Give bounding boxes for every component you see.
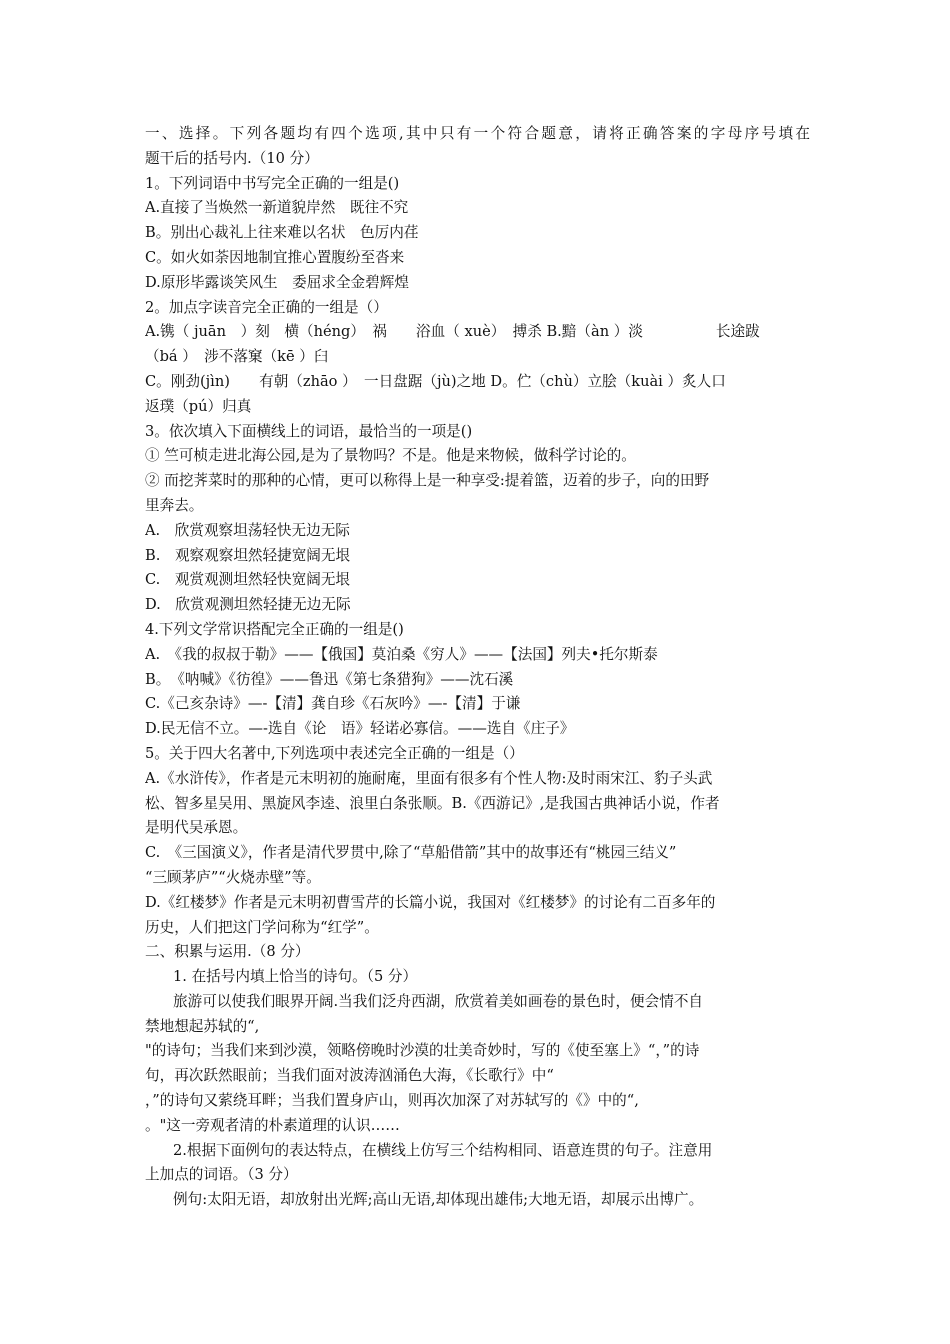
question-2-options-cd-cont: 返璞（pú）归真 xyxy=(145,397,252,415)
question-3-option-a: A. 欣赏观察坦荡轻快无边无际 xyxy=(145,521,350,539)
question-4-option-b: B。 《呐喊》《彷徨》——鲁迅《第七条猎狗》——沈石溪 xyxy=(145,670,514,688)
question-3-sentence-2: ② 而挖荠菜时的那种的心情，更可以称得上是一种享受:提着篮，迈着的步子，向的田野 xyxy=(145,472,710,490)
question-3-option-d: D. 欣赏观测坦然轻捷无边无际 xyxy=(145,596,351,614)
section-two-q2-stem-cont: 上加点的词语。（3 分） xyxy=(145,1166,298,1184)
question-2-options-ab-cont: （bá ） 涉不落窠（kē ）臼 xyxy=(145,348,329,366)
section-two-q1-passage-2: 禁地想起苏轼的“, xyxy=(145,1017,260,1035)
question-1-option-a: A.直接了当焕然一新道貌岸然 既往不究 xyxy=(145,199,409,217)
question-5-option-c-cont: “三顾茅庐”“火烧赤壁”等。 xyxy=(145,868,321,886)
section-one-heading: 一、选择。下列各题均有四个选项,其中只有一个符合题意，请将正确答案的字母序号填在 xyxy=(145,125,810,142)
question-3-stem: 3。依次填入下面横线上的词语，最恰当的一项是() xyxy=(145,422,473,440)
question-5-option-d-cont: 历史，人们把这门学问称为“红学”。 xyxy=(145,918,379,936)
question-3-option-b: B. 观察观察坦然轻捷宽阔无垠 xyxy=(145,546,351,564)
question-2-options-ab: A.镌（ juān ）刻 横（héng） 祸 浴血（ xuè） 搏杀 B.黯（àn ）淡 长途跋 xyxy=(145,323,760,341)
section-two-q1-passage-6: 。"这一旁观者清的朴素道理的认识…… xyxy=(145,1116,400,1134)
question-4-option-c: C.《己亥杂诗》—-【清】龚自珍《石灰吟》—-【清】于谦 xyxy=(145,695,521,713)
question-2-stem: 2。加点字读音完全正确的一组是（） xyxy=(145,298,388,316)
question-5-option-a-cont: 松、智多星吴用、黑旋风李逵、浪里白条张顺。B.《西游记》,是我国古典神话小说，作者 xyxy=(145,794,720,812)
section-two-heading: 二、积累与运用.（8 分） xyxy=(145,943,310,961)
question-3-sentence-2-cont: 里奔去。 xyxy=(145,496,204,514)
question-5-option-b-cont: 是明代吴承恩。 xyxy=(145,819,248,837)
question-2-options-cd: C。刚劲(jìn) 有朝（zhāo ） 一日盘踞（jù)之地 D。伫（chù）立脍（kuài ）炙人口 xyxy=(145,372,726,390)
question-1-stem: 1。下列词语中书写完全正确的一组是() xyxy=(145,174,400,192)
question-1-option-b: B。别出心裁礼上往来难以名状 色厉内荏 xyxy=(145,224,419,242)
question-5-option-a: A.《水浒传》，作者是元末明初的施耐庵，里面有很多有个性人物:及时雨宋江、豹子头武 xyxy=(145,769,713,787)
section-two-q1-passage-5: ，”的诗句又萦绕耳畔；当我们置身庐山，则再次加深了对苏轼写的《》中的“, xyxy=(145,1092,639,1110)
question-5-stem: 5。关于四大名著中,下列选项中表述完全正确的一组是（） xyxy=(145,744,524,762)
section-two-q1-stem: 1. 在括号内填上恰当的诗句。（5 分） xyxy=(173,968,418,986)
question-5-option-d: D.《红楼梦》作者是元末明初曹雪芹的长篇小说，我国对《红楼梦》的讨论有二百多年的 xyxy=(145,893,716,911)
question-5-option-c: C. 《三国演义》，作者是清代罗贯中,除了“草船借箭”其中的故事还有“桃园三结义” xyxy=(145,844,677,862)
section-two-q1-passage-3: "的诗句；当我们来到沙漠，领略傍晚时沙漠的壮美奇妙时，写的《使至塞上》“，”的诗 xyxy=(145,1042,700,1060)
section-one-heading-cont: 题干后的括号内.（10 分） xyxy=(145,149,319,167)
question-1-option-d: D.原形毕露谈笑风生 委屈求全金碧辉煌 xyxy=(145,273,409,291)
question-3-sentence-1: ① 竺可桢走进北海公园,是为了景物吗？不是。他是来物候，做科学讨论的。 xyxy=(145,447,636,465)
question-4-stem: 4.下列文学常识搭配完全正确的一组是() xyxy=(145,620,404,638)
section-two-q1-passage-1: 旅游可以使我们眼界开阔.当我们泛舟西湖，欣赏着美如画卷的景色时，便会情不自 xyxy=(173,992,704,1010)
question-1-option-c: C。如火如荼因地制宜推心置腹纷至沓来 xyxy=(145,248,405,266)
question-4-option-d: D.民无信不立。—-选自《论 语》轻诺必寡信。——选自《庄子》 xyxy=(145,720,575,738)
section-two-q2-example: 例句:太阳无语，却放射出光辉;高山无语,却体现出雄伟;大地无语，却展示出博广。 xyxy=(173,1191,704,1209)
section-two-q2-stem: 2.根据下面例句的表达特点，在横线上仿写三个结构相同、语意连贯的句子。注意用 xyxy=(173,1141,713,1159)
question-3-option-c: C. 观赏观测坦然轻快宽阔无垠 xyxy=(145,571,351,589)
document-page xyxy=(145,122,810,1213)
question-4-option-a: A. 《我的叔叔于勒》——【俄国】莫泊桑《穷人》——【法国】列夫•托尔斯泰 xyxy=(145,645,658,663)
section-two-q1-passage-4: 句，再次跃然眼前；当我们面对波涛汹涌色大海，《长歌行》中“ xyxy=(145,1067,554,1085)
